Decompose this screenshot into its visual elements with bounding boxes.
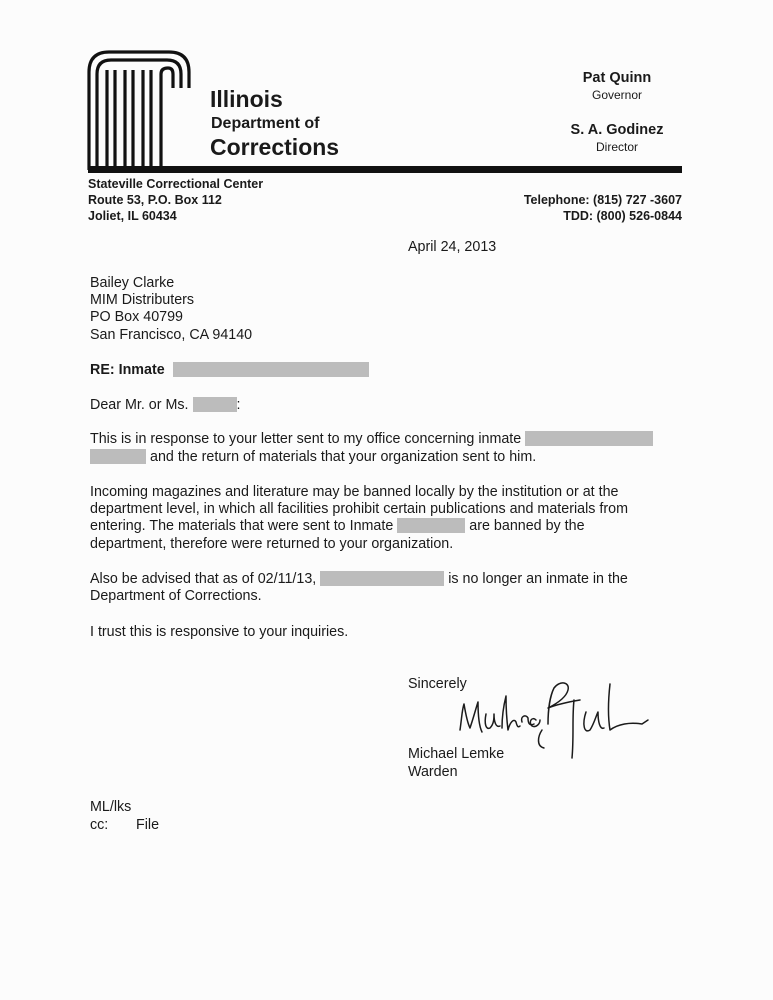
paragraph-text: Also be advised that as of 02/11/13, — [90, 571, 317, 587]
director-title: Director — [595, 140, 638, 154]
redaction-box — [525, 431, 653, 446]
paragraph-text: are banned by the — [469, 518, 585, 534]
paragraph-2-line — [90, 518, 585, 536]
facility-name: Stateville Correctional Center — [88, 177, 264, 191]
closing: Sincerely — [408, 676, 467, 692]
paragraph-text: is no longer an inmate in the — [448, 571, 628, 587]
subject-label: RE: Inmate — [90, 362, 165, 378]
director-name: S. A. Godinez — [570, 122, 664, 138]
governor-title: Governor — [591, 88, 643, 102]
redaction-box — [397, 518, 465, 533]
paragraph-1-line — [90, 449, 536, 467]
signer-title: Warden — [408, 764, 458, 780]
telephone-number: Telephone: (815) 727 -3607 — [523, 193, 682, 207]
recipient-line: San Francisco, CA 94140 — [90, 327, 253, 343]
tdd-number: TDD: (800) 526-0844 — [563, 209, 682, 223]
paragraph-1-line — [90, 431, 653, 449]
letter-date: April 24, 2013 — [408, 239, 497, 255]
signer-name: Michael Lemke — [408, 746, 505, 762]
facility-address-line1: Route 53, P.O. Box 112 — [88, 193, 222, 207]
recipient-line: Bailey Clarke — [90, 275, 175, 291]
agency-name-department: Department of — [211, 115, 320, 132]
paragraph-text: This is in response to your letter sent to my office concerning inmate — [90, 431, 522, 447]
paragraph-2-line: Incoming magazines and literature may be banned locally by the institution or at the — [90, 484, 619, 500]
paragraph-3-line: Department of Corrections. — [90, 588, 262, 604]
recipient-line: PO Box 40799 — [90, 309, 183, 325]
governor-name: Pat Quinn — [582, 70, 652, 86]
idoc-logo — [80, 48, 192, 174]
paragraph-text: entering. The materials that were sent to Inmate — [90, 518, 394, 534]
salutation — [90, 397, 240, 415]
salutation-colon: : — [236, 397, 241, 413]
redaction-box — [320, 571, 444, 586]
redaction-box — [90, 449, 146, 464]
paragraph-2-line: department level, in which all facilities prohibit certain publications and materials from — [90, 501, 628, 517]
cc-label: cc: — [90, 817, 109, 833]
letterhead-divider — [88, 166, 682, 173]
facility-address-line2: Joliet, IL 60434 — [88, 209, 177, 223]
agency-name-state: Illinois — [210, 86, 283, 112]
cc-value: File — [136, 817, 160, 833]
paragraph-3-line — [90, 571, 628, 589]
recipient-line: MIM Distributers — [90, 292, 195, 308]
paragraph-4: I trust this is responsive to your inquiries. — [90, 624, 349, 640]
redaction-box — [193, 397, 237, 412]
salutation-text: Dear Mr. or Ms. — [90, 397, 189, 413]
redaction-box — [173, 362, 369, 377]
paragraph-text: and the return of materials that your organization sent to him. — [150, 449, 537, 465]
typist-initials: ML/lks — [90, 799, 132, 815]
agency-name-corrections: Corrections — [210, 134, 340, 160]
paragraph-2-line: department, therefore were returned to your organization. — [90, 536, 454, 552]
subject-line — [90, 362, 369, 380]
